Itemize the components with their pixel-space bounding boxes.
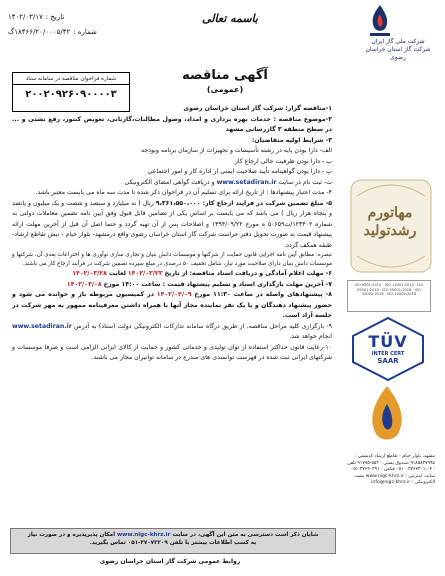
clause-3: ۳- شرایط اولیه متقاضیان: (251, 136, 332, 144)
iso-certificates: ISO 9001:2015 · ISO 14001:2015 · ISO 45001:2018 · ISO 50001:2018 · ISO 10002:2018 · ISO 10004:2018 (347, 280, 431, 312)
clause-9: ۹- بارگزاری کلیه مراحل مناقصه، از طریق درگاه سامانه تدارکات الکترونیکی دولت (ستاد) به آدرس www.setadiran.ir انجام خواهد شد. (12, 322, 332, 340)
clause-3a: الف- دارا بودن پایه در رشته تأسیسات و تجهیزات از سازمان برنامه وبودجه (141, 147, 332, 154)
tuv-certification: TÜV INTER CERT SAAR (368, 332, 408, 365)
letter-meta (8, 10, 148, 40)
contact-phone-line: به کسب اطلاعات بیشتر با تلفن ۳۷۰۷۲۲۰۹-۰۵۱ تماس بگیرید. (89, 540, 257, 546)
tender-number-caption: شماره فراخوان مناقصه در سامانه ستاد (13, 73, 129, 85)
number-row (8, 25, 148, 40)
bismillah: باسمه تعالی (202, 12, 258, 25)
guarantee-amount: ۹،۳۶۱،۵۵۰،۰۰۰ (155, 199, 201, 207)
clause-5-note: تبصره: مطابق آیین نامه اجرایی قانون حمایت از شرکتها و موسسات دانش بنیان و تجاری سازی نوآوری ها و اختراعات بعدی آن، شرکتها و موسسات دانش بنیان دارای صلاحیت مورد نیاز، شامل تخفیف ۵۰ درصدی در مبلغ سپرده تضمین شرکت در فرآیند ارجاع کار می باشند. (12, 252, 332, 267)
clause-8: ۸- پیشنهادهای واصله در ساعت ۱۱:۳۰ مورخ ۱۴۰۲/۰۴/۰۹ در کمیسیون مربوطه باز و خوانده می شود و حضور پیشنهاد دهندگان و یا یک نفر نماینده مجاز آنها با همراه داشتن معرفینامه ممهور به مهر شرکت در جلسه آزاد است. (12, 291, 333, 319)
end-date: ۱۴۰۲/۰۳/۲۸ (72, 270, 107, 277)
number-label: شماره : (73, 28, 97, 36)
clause-6: ۶- مهلت اعلام آمادگی و دریافت اسناد مناقصه: از تاریخ ۱۴۰۲/۰۳/۲۳ لغایت ۱۴۰۲/۰۳/۲۸ (72, 270, 332, 277)
start-date: ۱۴۰۲/۰۳/۲۳ (127, 270, 163, 277)
saar-flame-logo-icon (359, 382, 415, 452)
contact-address: مشهد، بلوار خیام - تقاطع ارشاد کدپستی : ۹۱۸۵۸۳۷۹۹۵ صندوق پستی : ۵۵۲-۹۱۷۷۵ تلفن : ۴-۳۷۶۷۳۰۱۰ - ۰۵۱ فکس : ۳۷۶۹۰۳۹۱-۰۵۱ سایت اینترنتی : www.nigc-khrz.ir پست الکترونیکی : info@nigc-khrz.ir (347, 454, 435, 486)
clause-7: ۷- آخرین مهلت بارگذاری اسناد و تسلیم پیشنهاد قیمت : ساعت ۱۴:۰۰ مورخ ۱۴۰۲/۰۴/۰۸ (66, 280, 332, 288)
ad-title (160, 68, 290, 94)
public-relations-signature: روابط عمومی شرکت گاز استان خراسان رضوی (99, 558, 241, 565)
website-info-box: شایان ذکر است دسترسی به متن این آگهی، در سایت www.nigc-khrz.ir امکان پذیرپذیره و در صورت نیاز به کسب اطلاعات بیشتر با تلفن ۳۷۰۷۲۲۰۹-۰۵۱ تماس بگیرید. (10, 528, 336, 554)
clause-10: ۱۰-رعایت قانون حداکثر استفاده از توان تولیدی و خدماتی کشور و حمایت از کالای ایرانی الزامی است و صرفا موسسات و شرکتهای ایرانی ثبت شده در فهرست توانمندی های مندرج در سامانه توانیران مجاز می باشند. (12, 343, 332, 361)
clause-3c: پ - دارا بودن گواهینامه تأیید صلاحیت ایمنی از اداره کار و امور اجتماعی (147, 168, 332, 175)
flame-logo-icon (367, 4, 393, 38)
org-name: شرکت ملی گاز ایران شرکت گاز استان خراسان رضوی (365, 38, 431, 61)
date-value: ۱۴۰۲/۰۳/۱۷ (8, 13, 43, 21)
clause-4: ۴- مدت اعتبار پیشنهادها : از تاریخ ارائه برای تسلیم آن در فراخوان ذکر شده تا مدت سه ماه می بایست معتبر باشد. (35, 189, 332, 196)
date-label: تاریخ : (45, 13, 65, 21)
setad-link-2[interactable]: www.setadiran.ir (12, 322, 72, 330)
slogan-calligraphy: مهاتورم رشدتولید (363, 205, 417, 239)
tender-number: ۲۰۰۲۰۹۲۶۰۹۰۰۰۰۳ (25, 89, 117, 100)
clause-1: ۱-مناقصه گزار: شرکت گاز استان خراسان رضوی (183, 105, 332, 112)
deadline-date: ۱۴۰۲/۰۴/۰۸ (66, 280, 102, 288)
clause-3d: ت- ثبت نام در سایت www.setadiran.ir و دریافت گواهی امضای الکترونیکی (124, 178, 332, 186)
clause-5: ۵- مبلغ تضمین شرکت در فرایند ارجاع کار: ۹،۳۶۱،۵۵۰،۰۰۰ ریال ( نه میلیارد و سیصد و شصت و یک میلیون و پانصد و پنجاه هزار ریال ) می باشد که می بایست بر اساس یکی از تضامین قابل قبول وفق آیین نامه تضمین معاملات دولتی به شماره ۱۲۳۴۰۲/ت۵۰۶۵۹ ه مورخ ۱۳۹۴/۰۹/۲۲ و اصلاحات پس از آن تهیه گردد و حتما اصل آن قبل از آخرین مهلت ارائه پیشنهاد قیمت به صورت تحویل دفتر حراست شرکت گاز استان خراسان رضوی واقع درمشهد- بلوار خیام - نبش تقاطع ارشاد- طبقه همکف گردد. (12, 199, 333, 249)
number-value: ۱۸۴۶۶/۲۰/۰۰۰۵/۴۲گ (8, 28, 71, 36)
company-logo (357, 4, 439, 61)
ad-body (12, 104, 332, 364)
date-row (8, 10, 148, 25)
setad-link[interactable]: www.setadiran.ir (216, 178, 277, 186)
page-title: آگهی مناقصه (182, 68, 268, 83)
clause-2: ۲-موضوع مناقصه : خدمات بهره برداری و امداد، وصول مطالبات،گازبانی، تعویض کنتور، رفع نشتی و ... در سطح منطقه ۳ گازرسانی مشهد (12, 115, 332, 133)
opening-date: ۱۴۰۲/۰۴/۰۹ (156, 291, 192, 298)
page-subtitle: (عمومی) (206, 85, 244, 94)
header (0, 0, 445, 60)
company-website-link[interactable]: www.nigc-khrz.ir (117, 532, 171, 538)
clause-3b: ب - دارا بودن ظرفیت خالی ارجاع کار (234, 157, 332, 165)
